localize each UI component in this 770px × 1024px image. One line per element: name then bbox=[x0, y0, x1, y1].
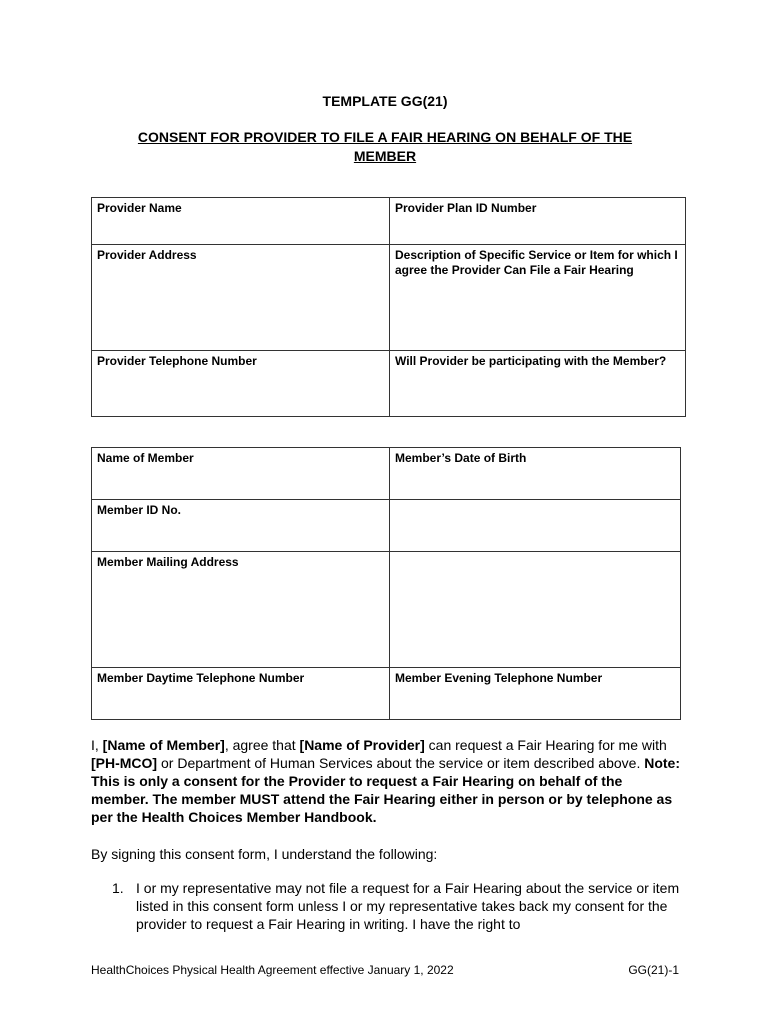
page-title-line2: MEMBER bbox=[353, 148, 417, 164]
consent-text-e: can request a Fair Hearing for me with bbox=[424, 737, 667, 753]
consent-text-c: , agree that bbox=[224, 737, 300, 753]
list-item-text: I or my representative may not file a request for a Fair Hearing about the service or item listed in this consent form unless I or my representative takes back my consent for the provider to request a Fair Hearing in writing. I have the right to bbox=[136, 880, 680, 932]
footer-agreement: HealthChoices Physical Health Agreement effective January 1, 2022 bbox=[91, 963, 454, 977]
consent-note: Note: This is only a consent for the Provider to request a Fair Hearing on behalf of the member. The member MUST attend the Fair Hearing either in person or by telephone as per the Health Choices Member Handbook. bbox=[91, 755, 681, 825]
member-daytime-phone-field[interactable]: Member Daytime Telephone Number bbox=[92, 668, 390, 720]
member-mailing-address-field[interactable]: Member Mailing Address bbox=[92, 552, 390, 668]
provider-name-field[interactable]: Provider Name bbox=[92, 198, 390, 245]
ph-mco-placeholder: [PH-MCO] bbox=[91, 755, 158, 771]
understanding-intro: By signing this consent form, I understand the following: bbox=[91, 846, 438, 862]
member-dob-field[interactable]: Member’s Date of Birth bbox=[390, 448, 681, 500]
provider-participating-field[interactable]: Will Provider be participating with the Member? bbox=[390, 351, 686, 417]
page-title-line1: CONSENT FOR PROVIDER TO FILE A FAIR HEARING ON BEHALF OF THE bbox=[137, 129, 633, 145]
member-id-field[interactable]: Member ID No. bbox=[92, 500, 390, 552]
consent-paragraph bbox=[91, 736, 681, 826]
member-name-placeholder: [Name of Member] bbox=[102, 737, 225, 753]
service-description-field[interactable]: Description of Specific Service or Item for which I agree the Provider Can File a Fair Hearing bbox=[390, 245, 686, 351]
footer-page-number: GG(21)-1 bbox=[628, 963, 679, 977]
provider-telephone-field[interactable]: Provider Telephone Number bbox=[92, 351, 390, 417]
provider-info-table bbox=[91, 197, 686, 417]
consent-text-g: or Department of Human Services about the service or item described above. bbox=[157, 755, 645, 771]
page-title bbox=[110, 128, 660, 166]
template-title: TEMPLATE GG(21) bbox=[322, 93, 448, 109]
consent-text-a: I, bbox=[91, 737, 103, 753]
member-id-value-field[interactable] bbox=[390, 500, 681, 552]
list-item-number: 1. bbox=[112, 880, 124, 896]
member-evening-phone-field[interactable]: Member Evening Telephone Number bbox=[390, 668, 681, 720]
member-mailing-address-value-field[interactable] bbox=[390, 552, 681, 668]
member-info-table bbox=[91, 447, 681, 720]
provider-address-field[interactable]: Provider Address bbox=[92, 245, 390, 351]
provider-name-placeholder: [Name of Provider] bbox=[299, 737, 425, 753]
member-name-field[interactable]: Name of Member bbox=[92, 448, 390, 500]
provider-plan-id-field[interactable]: Provider Plan ID Number bbox=[390, 198, 686, 245]
